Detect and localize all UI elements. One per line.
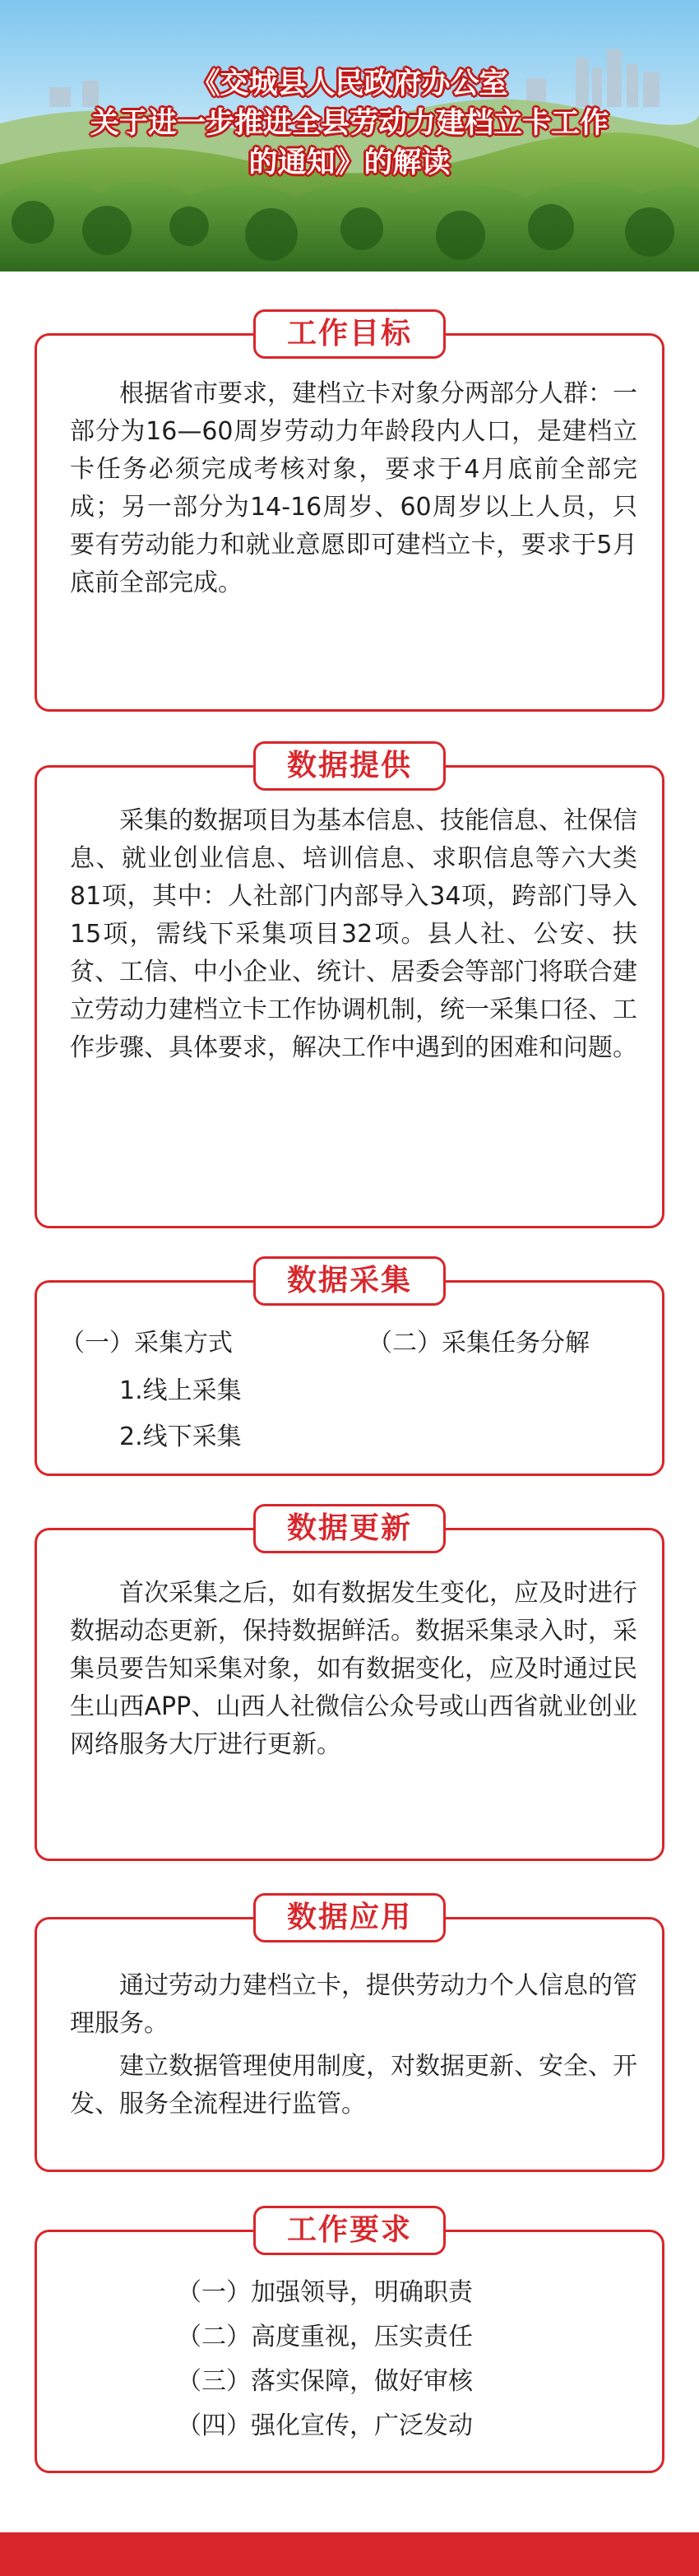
section-text: 建立数据管理使用制度，对数据更新、安全、开发、服务全流程进行监管。	[70, 2052, 637, 2119]
section-title: 工作目标	[253, 309, 446, 359]
section-data-collect	[35, 1264, 664, 1476]
title-line-1: 《交城县人民政府办公室	[191, 67, 508, 100]
section-data-update	[35, 1511, 664, 1861]
title-line-2: 关于进一步推进全县劳动力建档立卡工作	[90, 107, 609, 140]
requirement-item: （三）落实保障，做好审核	[177, 2367, 473, 2396]
collect-method-item: 1.线上采集	[119, 1376, 242, 1405]
requirement-item: （二）高度重视，压实责任	[177, 2323, 473, 2351]
section-body	[70, 375, 637, 602]
section-body	[70, 802, 637, 1067]
collect-method-item: 2.线下采集	[119, 1423, 242, 1451]
section-title: 数据提供	[253, 741, 446, 791]
section-text: 首次采集之后，如有数据发生变化，应及时进行数据动态更新，保持数据鲜活。数据采集录入时，采集员要告知采集对象，如有数据变化，应及时通过民生山西APP、山西人社微信公众号或山西省就业创业网络服务大厅进行更新。	[70, 1579, 637, 1759]
section-body-2	[70, 2048, 637, 2123]
footer-bar	[0, 2532, 699, 2576]
collect-method-heading: （一）采集方式	[60, 1329, 233, 1358]
requirement-item: （四）强化宣传，广泛发动	[177, 2411, 473, 2440]
title-line-3: 的通知》的解读	[248, 146, 451, 179]
header-banner	[0, 0, 699, 272]
section-title: 数据采集	[253, 1256, 446, 1306]
section-title: 工作要求	[253, 2206, 446, 2255]
collect-task-heading: （二）采集任务分解	[368, 1329, 590, 1358]
section-work-requirements	[35, 2213, 664, 2473]
section-text: 通过劳动力建档立卡，提供劳动力个人信息的管理服务。	[70, 1971, 637, 2038]
section-text: 采集的数据项目为基本信息、技能信息、社保信息、就业创业信息、培训信息、求职信息等六大类81项，其中：人社部门内部导入34项，跨部门导入15项，需线下采集项目32项。县人社、公安、扶贫、工信、中小企业、统计、居委会等部门将联合建立劳动力建档立卡工作协调机制，统一采集口径、工作步骤、具体要求，解决工作中遇到的困难和问题。	[70, 806, 637, 1062]
section-text: 根据省市要求，建档立卡对象分两部分人群：一部分为16—60周岁劳动力年龄段内人口，是建档立卡任务必须完成考核对象，要求于4月底前全部完成；另一部分为14-16周岁、60周岁以上人员，只要有劳动能力和就业意愿即可建档立卡，要求于5月底前全部完成。	[70, 379, 637, 597]
section-title: 数据更新	[253, 1504, 446, 1553]
section-body-1	[70, 1967, 637, 2043]
section-work-goal	[35, 317, 664, 712]
page-title	[0, 64, 699, 183]
section-data-provide	[35, 749, 664, 1228]
section-body	[70, 1575, 637, 1764]
requirement-item: （一）加强领导，明确职责	[177, 2278, 473, 2307]
section-data-apply	[35, 1901, 664, 2172]
section-title: 数据应用	[253, 1893, 446, 1942]
